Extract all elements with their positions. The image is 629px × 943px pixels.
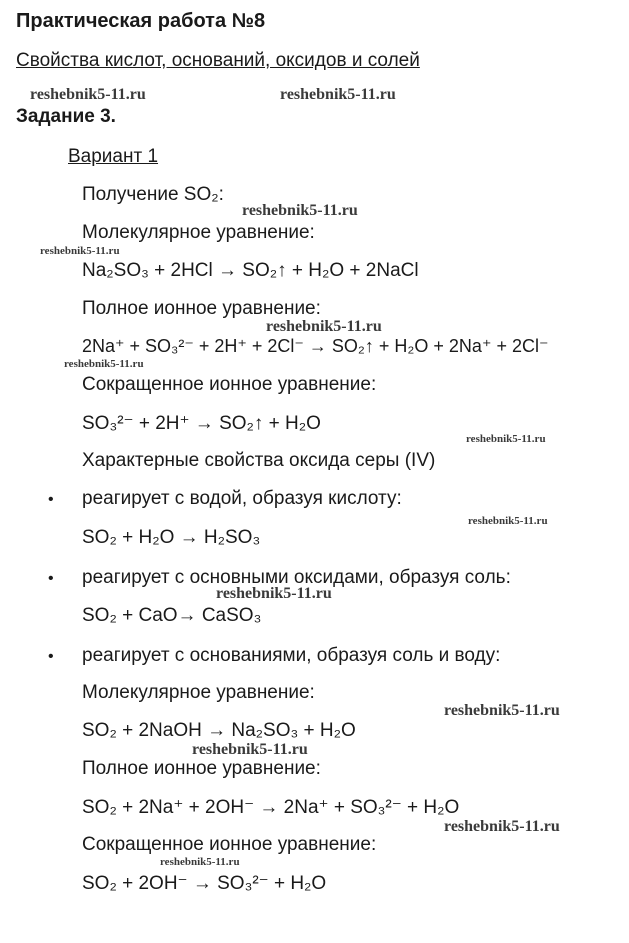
short-ionic-equation-label-2: Сокращенное ионное уравнение:	[82, 834, 377, 855]
watermark: reshebnik5-11.ru	[160, 856, 240, 868]
equation-with-water: SO₂ + H₂O → H₂SO₃	[82, 527, 261, 548]
obtaining-so2-label: Получение SO₂:	[82, 184, 224, 205]
watermark: reshebnik5-11.ru	[216, 585, 332, 602]
watermark: reshebnik5-11.ru	[266, 318, 382, 335]
short-ionic-equation-naoh: SO₂ + 2OH⁻ → SO₃²⁻ + H₂O	[82, 873, 327, 894]
variant-heading: Вариант 1	[68, 146, 159, 167]
full-ionic-equation: 2Na⁺ + SO₃²⁻ + 2H⁺ + 2Cl⁻ → SO₂↑ + H₂O + 2Na⁺ + 2Cl⁻	[82, 336, 549, 356]
watermark: reshebnik5-11.ru	[242, 202, 358, 219]
watermark: reshebnik5-11.ru	[192, 741, 308, 758]
properties-heading: Характерные свойства оксида серы (IV)	[82, 450, 436, 471]
bullet-marker: •	[48, 570, 54, 587]
watermark: reshebnik5-11.ru	[30, 86, 146, 103]
molecular-equation: Na₂SO₃ + 2HCl → SO₂↑ + H₂O + 2NaCl	[82, 260, 419, 281]
watermark: reshebnik5-11.ru	[444, 702, 560, 719]
short-ionic-equation: SO₃²⁻ + 2H⁺ → SO₂↑ + H₂O	[82, 413, 321, 434]
bullet-marker: •	[48, 648, 54, 665]
short-ionic-equation-label: Сокращенное ионное уравнение:	[82, 374, 377, 395]
property-basic-oxides: реагирует с основными оксидами, образуя соль:	[82, 567, 511, 588]
task-heading: Задание 3.	[16, 106, 116, 127]
property-water: реагирует с водой, образуя кислоту:	[82, 488, 402, 509]
topic-subtitle: Свойства кислот, оснований, оксидов и солей	[16, 50, 420, 71]
molecular-equation-label-2: Молекулярное уравнение:	[82, 682, 315, 703]
molecular-equation-naoh: SO₂ + 2NaOH → Na₂SO₃ + H₂O	[82, 720, 356, 741]
property-bases: реагирует с основаниями, образуя соль и воду:	[82, 645, 501, 666]
bullet-marker: •	[48, 491, 54, 508]
full-ionic-equation-label: Полное ионное уравнение:	[82, 298, 321, 319]
full-ionic-equation-label-2: Полное ионное уравнение:	[82, 758, 321, 779]
watermark: reshebnik5-11.ru	[64, 358, 144, 370]
equation-with-cao: SO₂ + CaO→ CaSO₃	[82, 605, 262, 626]
page-title: Практическая работа №8	[16, 10, 266, 32]
watermark: reshebnik5-11.ru	[280, 86, 396, 103]
watermark: reshebnik5-11.ru	[466, 433, 546, 445]
watermark: reshebnik5-11.ru	[40, 245, 120, 257]
full-ionic-equation-naoh: SO₂ + 2Na⁺ + 2OH⁻ → 2Na⁺ + SO₃²⁻ + H₂O	[82, 797, 460, 818]
molecular-equation-label: Молекулярное уравнение:	[82, 222, 315, 243]
watermark: reshebnik5-11.ru	[468, 515, 548, 527]
watermark: reshebnik5-11.ru	[444, 818, 560, 835]
